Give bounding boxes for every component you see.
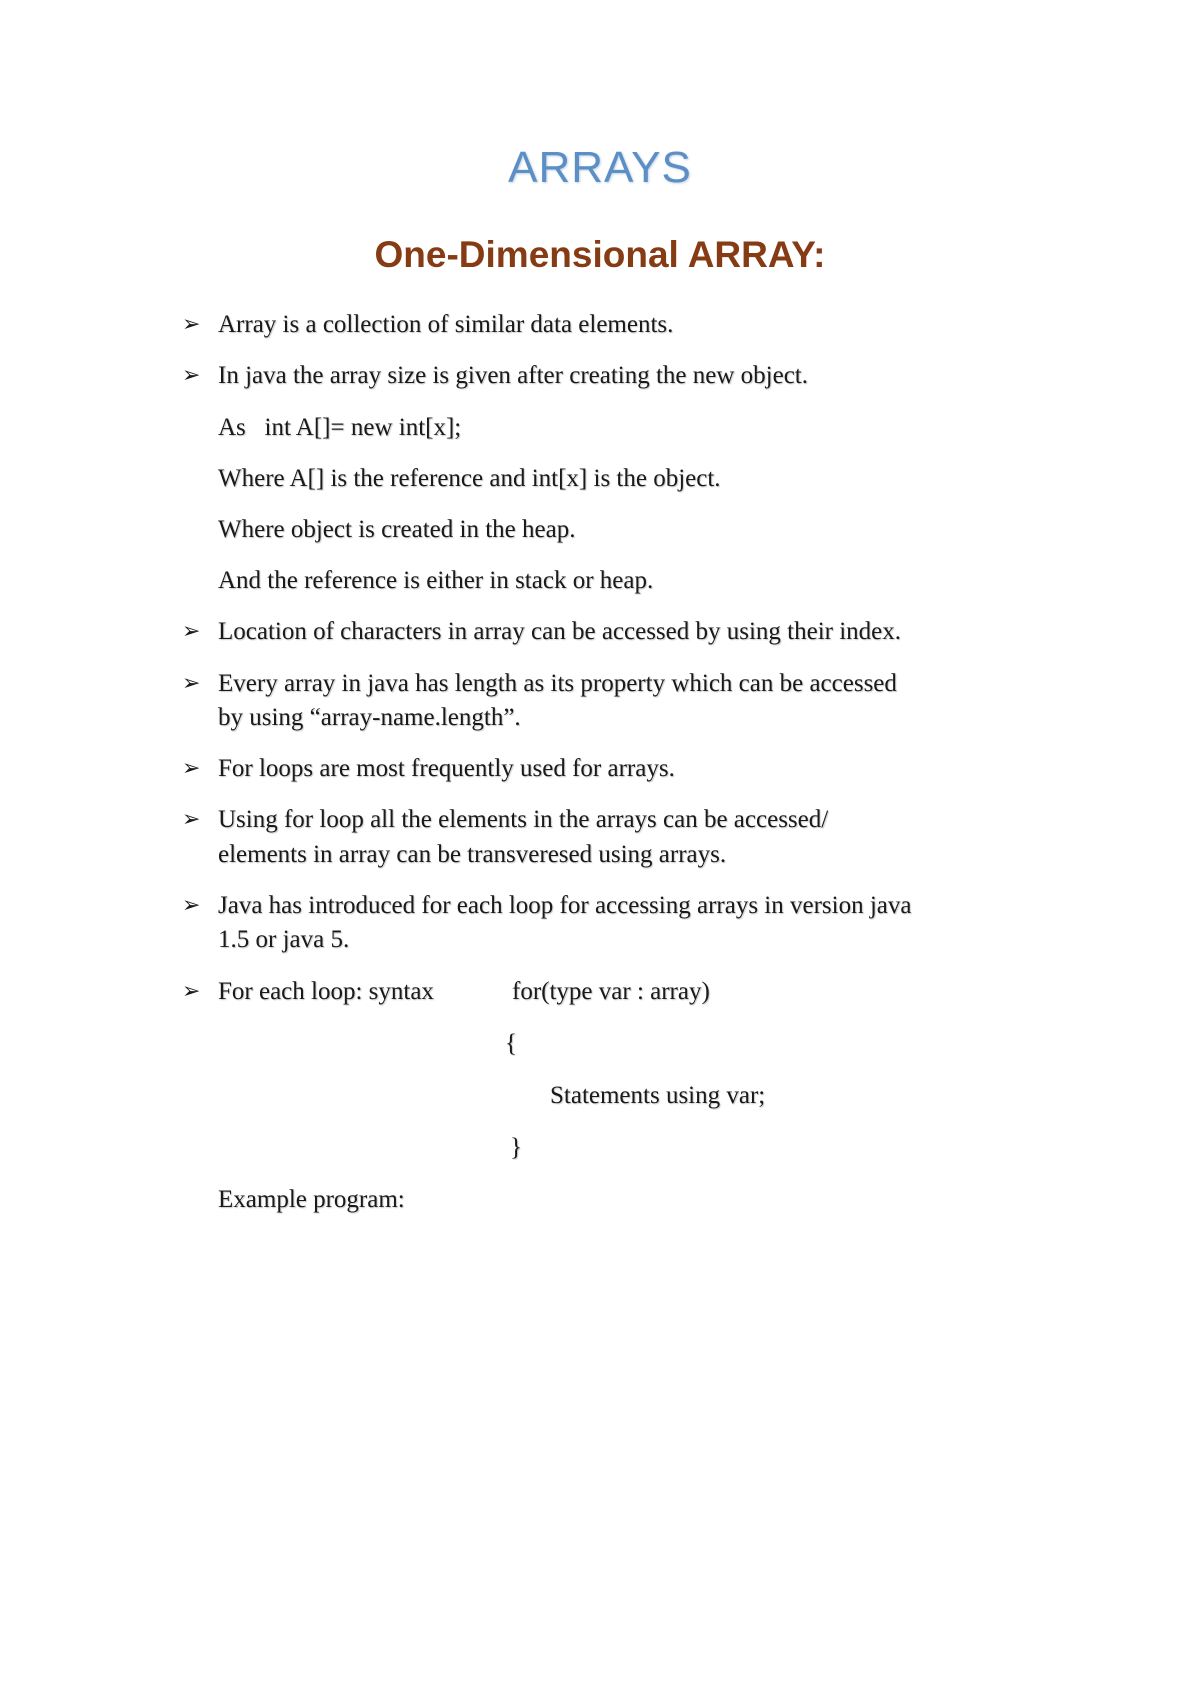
list-item-line-1: Every array in java has length as its property which can be accessed [218, 670, 897, 697]
syntax-label: For each loop: syntax [218, 978, 434, 1005]
example-heading: Example program: [218, 1186, 405, 1213]
bullet-arrow-icon: ➢ [182, 979, 201, 1004]
list-item: Location of characters in array can be accessed by using their index. [218, 618, 902, 645]
list-item-line-1: Java has introduced for each loop for accessing arrays in version java [218, 892, 912, 919]
syntax-open-brace: { [505, 1030, 517, 1057]
section-heading: One-Dimensional ARRAY: [374, 234, 826, 275]
bullet-arrow-icon: ➢ [182, 893, 201, 918]
list-item: In java the array size is given after creating the new object. [218, 362, 809, 389]
bullet-arrow-icon: ➢ [182, 312, 201, 337]
list-item-line-1: Using for loop all the elements in the arrays can be accessed/ [218, 806, 829, 833]
list-item: Array is a collection of similar data elements. [218, 311, 674, 338]
syntax-close-brace: } [510, 1134, 522, 1161]
page-title: ARRAYS [508, 143, 692, 192]
paragraph: And the reference is either in stack or heap. [218, 567, 654, 594]
paragraph: Where A[] is the reference and int[x] is the object. [218, 465, 721, 492]
list-item-line-2: by using “array-name.length”. [218, 704, 521, 731]
bullet-arrow-icon: ➢ [182, 671, 201, 696]
syntax-code-header: for(type var : array) [512, 978, 710, 1005]
list-item: For loops are most frequently used for arrays. [218, 755, 675, 782]
list-item-line-2: elements in array can be transveresed using arrays. [218, 841, 727, 868]
code-example-line: As int A[]= new int[x]; [218, 414, 462, 441]
list-item-line-2: 1.5 or java 5. [218, 926, 350, 953]
bullet-arrow-icon: ➢ [182, 756, 201, 781]
bullet-arrow-icon: ➢ [182, 619, 201, 644]
bullet-arrow-icon: ➢ [182, 363, 201, 388]
syntax-code-body: Statements using var; [550, 1082, 766, 1109]
paragraph: Where object is created in the heap. [218, 516, 576, 543]
bullet-arrow-icon: ➢ [182, 807, 201, 832]
